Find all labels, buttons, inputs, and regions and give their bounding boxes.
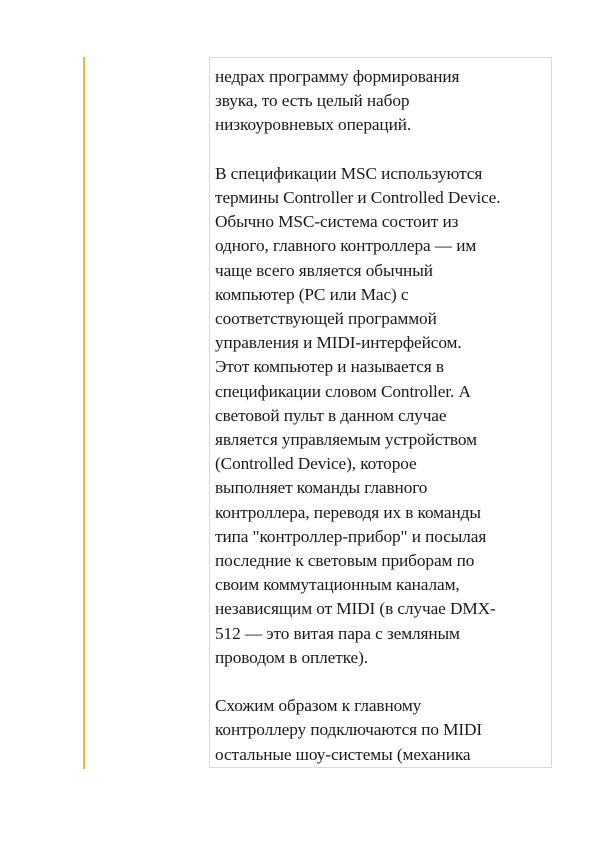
paragraph-1: недрах программу формирования звука, то есть целый набор низкоуровневых операций. [215, 67, 460, 135]
paragraph-3: Схожим образом к главному контроллеру подключаются по MIDI остальные шоу-системы (механика [215, 696, 483, 764]
margin-rule [83, 57, 85, 769]
text-column [209, 57, 552, 768]
paragraph-2: В спецификации MSC используются термины Controller и Controlled Device. Обычно MSC-система состоит из одного, главного контроллера — им чаще всего является обычный компьютер (PC или Mac) с соответствующей программой управления и MIDI-интерфейсом. Этот компьютер и называется в спецификации словом Controller. А световой пульт в данном случае является управляемым устройством (Controlled Device), которое выполняет команды главного контроллера, переводя их в команды типа "контроллер-прибор" и посылая последние к световым приборам по своим коммутационным каналам, независящим от MIDI (в случае DMX- 512 — это витая пара с земляным проводом в оплетке). [215, 163, 501, 667]
